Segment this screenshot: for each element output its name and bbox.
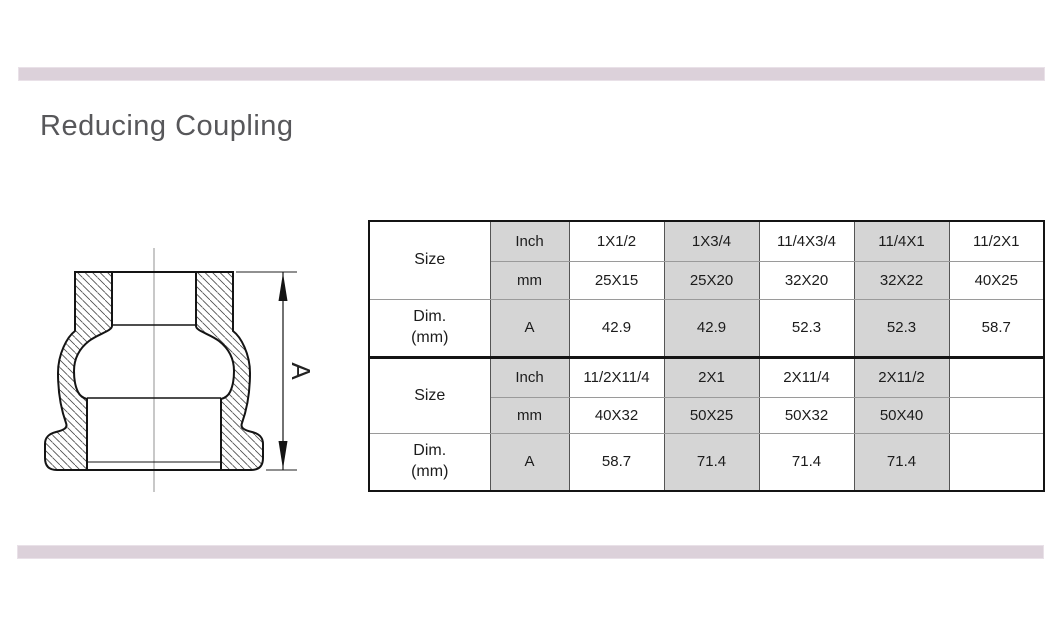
top-accent-bar [18, 67, 1045, 81]
table-cell: 11/4X1 [854, 221, 949, 261]
table-cell: 40X32 [569, 397, 664, 433]
dim-label-line1: Dim. [413, 307, 447, 325]
table-cell: 71.4 [854, 433, 949, 491]
right-wall-hatched [196, 272, 263, 470]
table-cell: 32X22 [854, 261, 949, 299]
table-cell: 11/4X3/4 [759, 221, 854, 261]
table-cell: 58.7 [949, 299, 1044, 357]
dim-label-line2: (mm) [411, 462, 449, 480]
table-row [369, 357, 1044, 397]
table-cell: 50X25 [664, 397, 759, 433]
table-row [369, 299, 1044, 357]
size-label-cell: Size [369, 221, 490, 299]
table-cell: 2X11/2 [854, 357, 949, 397]
unit-cell: mm [490, 261, 569, 299]
up-arrow-icon [279, 273, 288, 301]
down-arrow-icon [279, 441, 288, 469]
table-row [369, 433, 1044, 491]
table-cell [949, 397, 1044, 433]
unit-cell: A [490, 433, 569, 491]
size-label-cell: Size [369, 357, 490, 433]
dim-label-line2: (mm) [411, 328, 449, 346]
table-cell: 40X25 [949, 261, 1044, 299]
table-cell: 2X1 [664, 357, 759, 397]
unit-cell: A [490, 299, 569, 357]
table-cell: 2X11/4 [759, 357, 854, 397]
table-cell: 32X20 [759, 261, 854, 299]
dimension-label: A [286, 362, 316, 380]
table-cell: 1X1/2 [569, 221, 664, 261]
table-cell [949, 433, 1044, 491]
dim-label-cell [369, 299, 490, 357]
table-cell: 52.3 [854, 299, 949, 357]
unit-cell: Inch [490, 221, 569, 261]
table-cell: 58.7 [569, 433, 664, 491]
table-cell: 11/2X11/4 [569, 357, 664, 397]
reducing-coupling-drawing [30, 235, 365, 500]
table-cell: 52.3 [759, 299, 854, 357]
size-dimension-table [368, 220, 1045, 492]
coupling-cross-section-svg [30, 235, 365, 500]
table-cell: 50X32 [759, 397, 854, 433]
unit-cell: mm [490, 397, 569, 433]
table-section-1 [369, 221, 1044, 357]
table-cell: 11/2X1 [949, 221, 1044, 261]
table-section-2 [369, 357, 1044, 491]
dimension-line-A [279, 272, 317, 470]
table-cell: 71.4 [664, 433, 759, 491]
dim-label-line1: Dim. [413, 441, 447, 459]
table-cell: 42.9 [569, 299, 664, 357]
page-title: Reducing Coupling [40, 110, 294, 142]
table-cell: 50X40 [854, 397, 949, 433]
table-cell [949, 357, 1044, 397]
table-cell: 42.9 [664, 299, 759, 357]
dim-label-cell [369, 433, 490, 491]
left-wall-hatched [45, 272, 112, 470]
bottom-accent-bar [17, 545, 1044, 559]
table-row [369, 221, 1044, 261]
table-cell: 1X3/4 [664, 221, 759, 261]
table-cell: 71.4 [759, 433, 854, 491]
table-cell: 25X20 [664, 261, 759, 299]
table-cell: 25X15 [569, 261, 664, 299]
unit-cell: Inch [490, 357, 569, 397]
